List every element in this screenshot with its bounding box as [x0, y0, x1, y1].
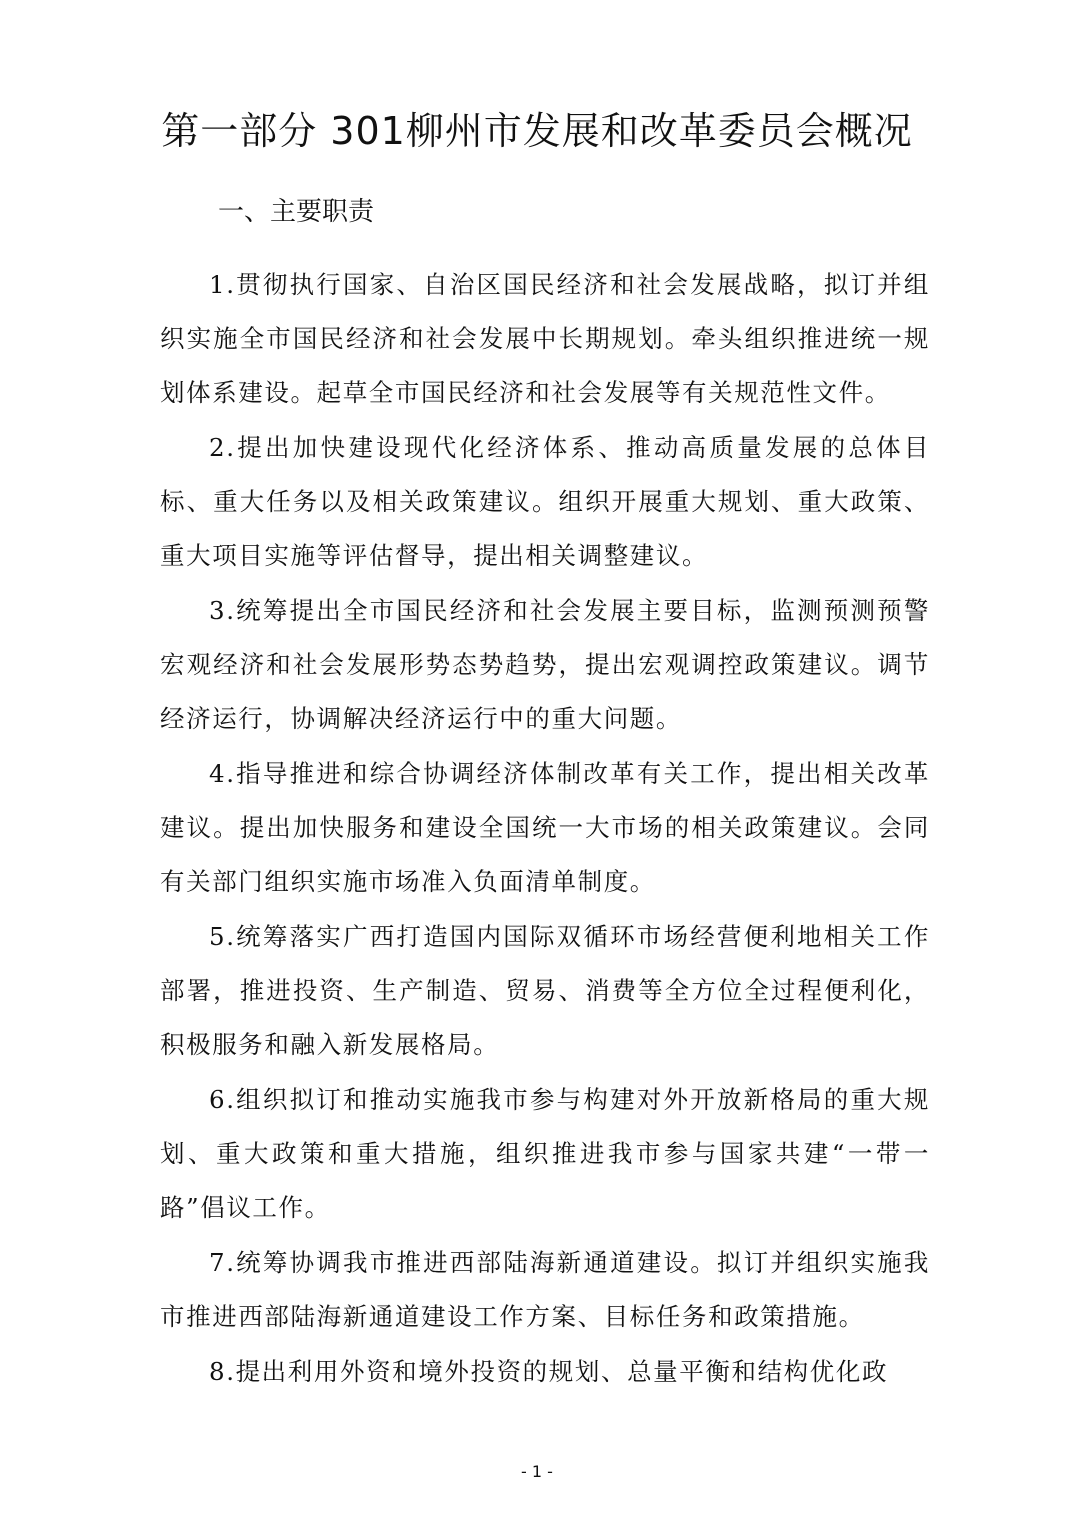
section-heading-main-duties: 一、主要职责 — [218, 197, 375, 227]
paragraph-8: 8.提出利用外资和境外投资的规划、总量平衡和结构优化政 — [209, 1357, 889, 1386]
paragraph-5: 5.统筹落实广西打造国内国际双循环市场经营便利地相关工作部署，推进投资、生产制造、贸易、消费等全方位全过程便利化，积极服务和融入新发展格局。 — [160, 922, 930, 1059]
page-number: - 1 - — [521, 1462, 553, 1481]
paragraph-6: 6.组织拟订和推动实施我市参与构建对外开放新格局的重大规划、重大政策和重大措施，组织推进我市参与国家共建“一带一路”倡议工作。 — [160, 1085, 930, 1222]
paragraph-1: 1.贯彻执行国家、自治区国民经济和社会发展战略，拟订并组织实施全市国民经济和社会发展中长期规划。牵头组织推进统一规划体系建设。起草全市国民经济和社会发展等有关规范性文件。 — [160, 270, 930, 407]
document-body — [160, 258, 930, 1400]
paragraph-3: 3.统筹提出全市国民经济和社会发展主要目标，监测预测预警宏观经济和社会发展形势态势趋势，提出宏观调控政策建议。调节经济运行，协调解决经济运行中的重大问题。 — [160, 596, 930, 733]
paragraph-4: 4.指导推进和综合协调经济体制改革有关工作，提出相关改革建议。提出加快服务和建设全国统一大市场的相关政策建议。会同有关部门组织实施市场准入负面清单制度。 — [160, 759, 930, 896]
page-title: 第一部分 301柳州市发展和改革委员会概况 — [161, 109, 913, 153]
paragraph-7: 7.统筹协调我市推进西部陆海新通道建设。拟订并组织实施我市推进西部陆海新通道建设工作方案、目标任务和政策措施。 — [160, 1248, 930, 1331]
paragraph-2: 2.提出加快建设现代化经济体系、推动高质量发展的总体目标、重大任务以及相关政策建议。组织开展重大规划、重大政策、重大项目实施等评估督导，提出相关调整建议。 — [160, 433, 930, 570]
